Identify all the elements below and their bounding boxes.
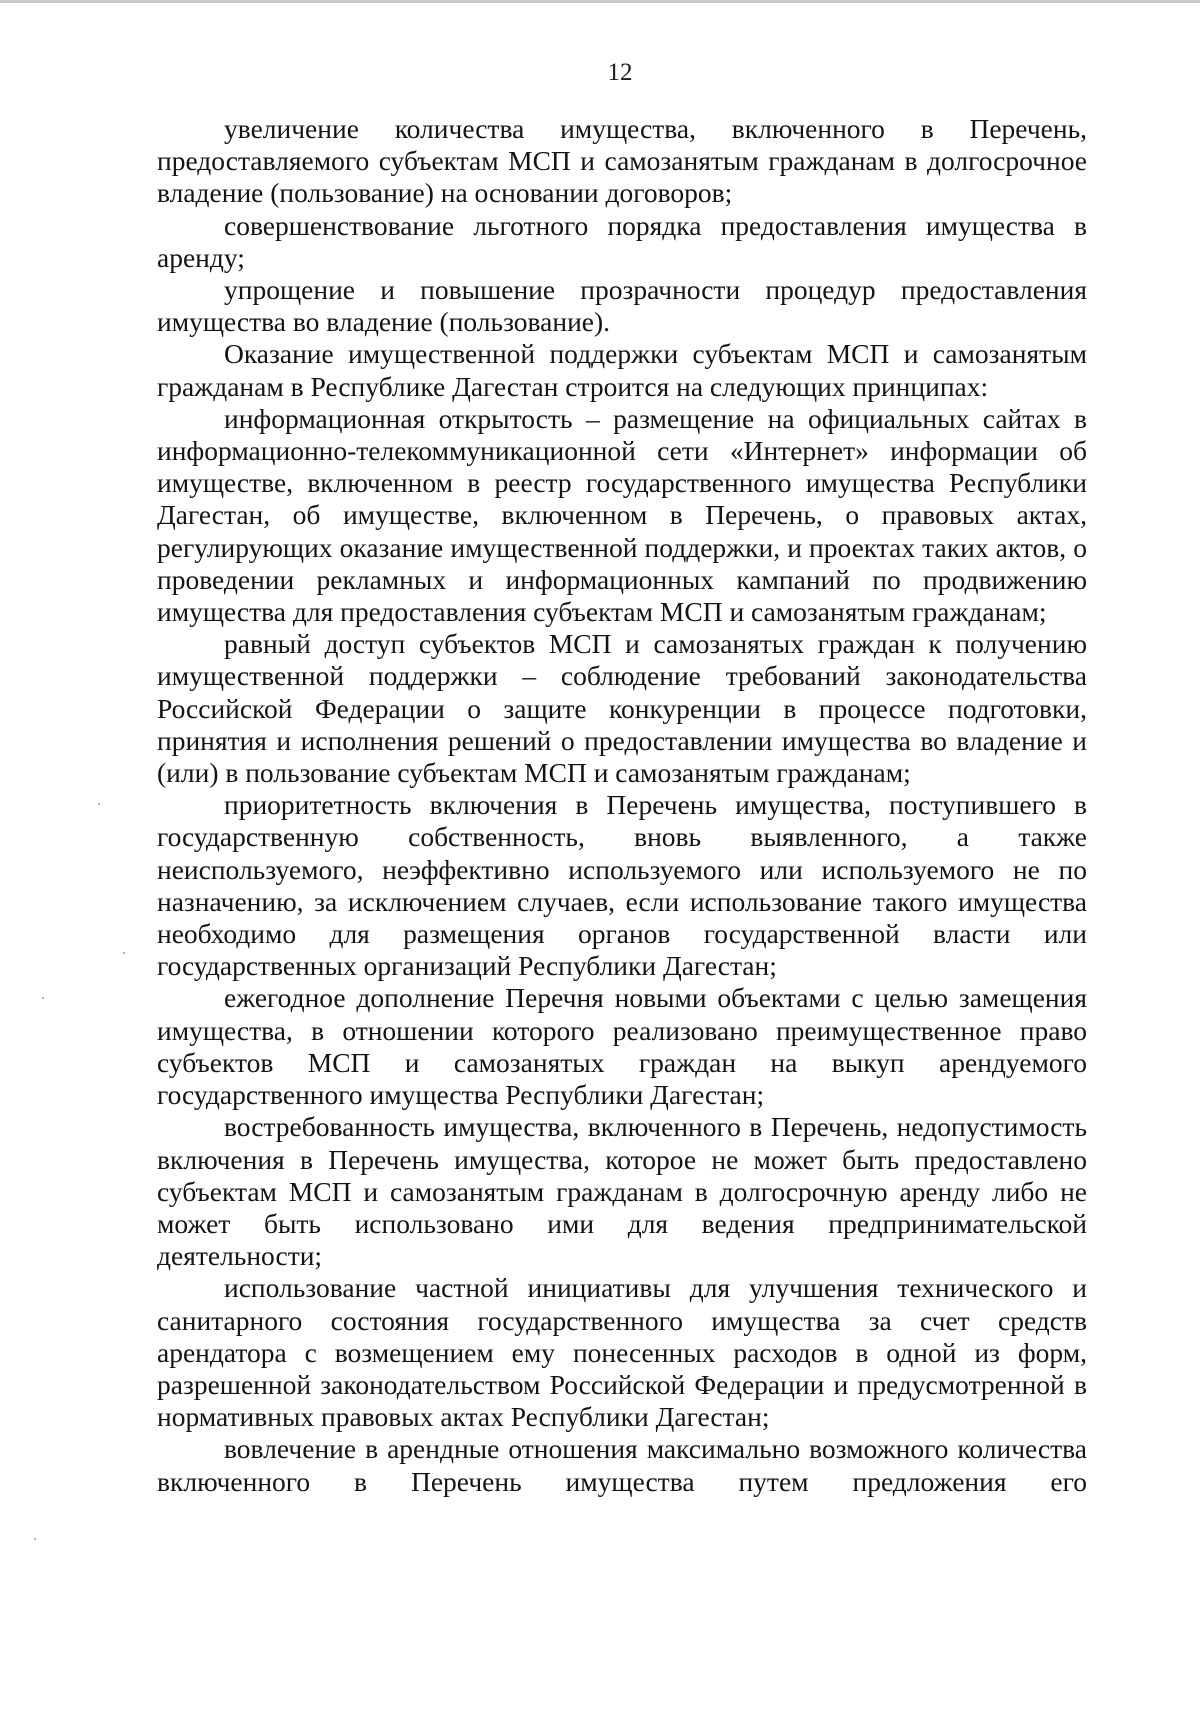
scan-speck xyxy=(42,997,44,999)
scan-speck xyxy=(34,1538,36,1540)
scan-speck xyxy=(98,803,100,805)
paragraph-equal-access: равный доступ субъектов МСП и самозанятых граждан к получению имущественной поддержки – соблюдение требований законодательства Российской Федерации о защите конкуренции в процессе подготовки, принятия и исполнения решений о предоставлении имущества во владение и (или) в пользование субъектам МСП и самозанятым гражданам; xyxy=(157,628,1087,789)
page-number: 12 xyxy=(607,59,633,86)
paragraph-demand: востребованность имущества, включенного в Перечень, недопустимость включения в Перечень имущества, которое не может быть предоставлено субъектам МСП и самозанятым гражданам в долгосрочную аренду либо не может быть использовано ими для ведения предпринимательской деятельности; xyxy=(157,1111,1087,1272)
paragraph-simplification: упрощение и повышение прозрачности процедур предоставления имущества во владение (пользование). xyxy=(157,274,1087,338)
paragraph-priority-inclusion: приоритетность включения в Перечень имущества, поступившего в государственную собственность, вновь выявленного, а также неиспользуемого, неэффективно используемого или используемого не по назначению, за исключением случаев, если использование такого имущества необходимо для размещения органов государственной власти или государственных организаций Республики Дагестан; xyxy=(157,789,1087,982)
paragraph-annual-addition: ежегодное дополнение Перечня новыми объектами с целью замещения имущества, в отношении которого реализовано преимущественное право субъектов МСП и самозанятых граждан на выкуп арендуемого государственного имущества Республики Дагестан; xyxy=(157,982,1087,1111)
paragraph-preferential-order: совершенствование льготного порядка предоставления имущества в аренду; xyxy=(157,209,1087,273)
paragraph-private-initiative: использование частной инициативы для улучшения технического и санитарного состояния государственного имущества за счет средств арендатора с возмещением ему понесенных расходов в одной из форм, разрешенной законодательством Российской Федерации и предусмотренной в нормативных правовых актах Республики Дагестан; xyxy=(157,1272,1087,1433)
document-body xyxy=(157,113,1087,1498)
scan-speck xyxy=(123,952,125,954)
paragraph-increase-property: увеличение количества имущества, включенного в Перечень, предоставляемого субъектам МСП и самозанятым гражданам в долгосрочное владение (пользование) на основании договоров; xyxy=(157,113,1087,209)
paragraph-information-openness: информационная открытость – размещение на официальных сайтах в информационно-телекоммуникационной сети «Интернет» информации об имуществе, включенном в реестр государственного имущества Республики Дагестан, об имуществе, включенном в Перечень, о правовых актах, регулирующих оказание имущественной поддержки, и проектах таких актов, о проведении рекламных и информационных кампаний по продвижению имущества для предоставления субъектам МСП и самозанятым гражданам; xyxy=(157,402,1087,628)
paragraph-lease-involvement: вовлечение в арендные отношения максимально возможного количества включенного в Перечень имущества путем предложения его xyxy=(157,1433,1087,1497)
paragraph-principles-intro: Оказание имущественной поддержки субъектам МСП и самозанятым гражданам в Республике Дагестан строится на следующих принципах: xyxy=(157,338,1087,402)
